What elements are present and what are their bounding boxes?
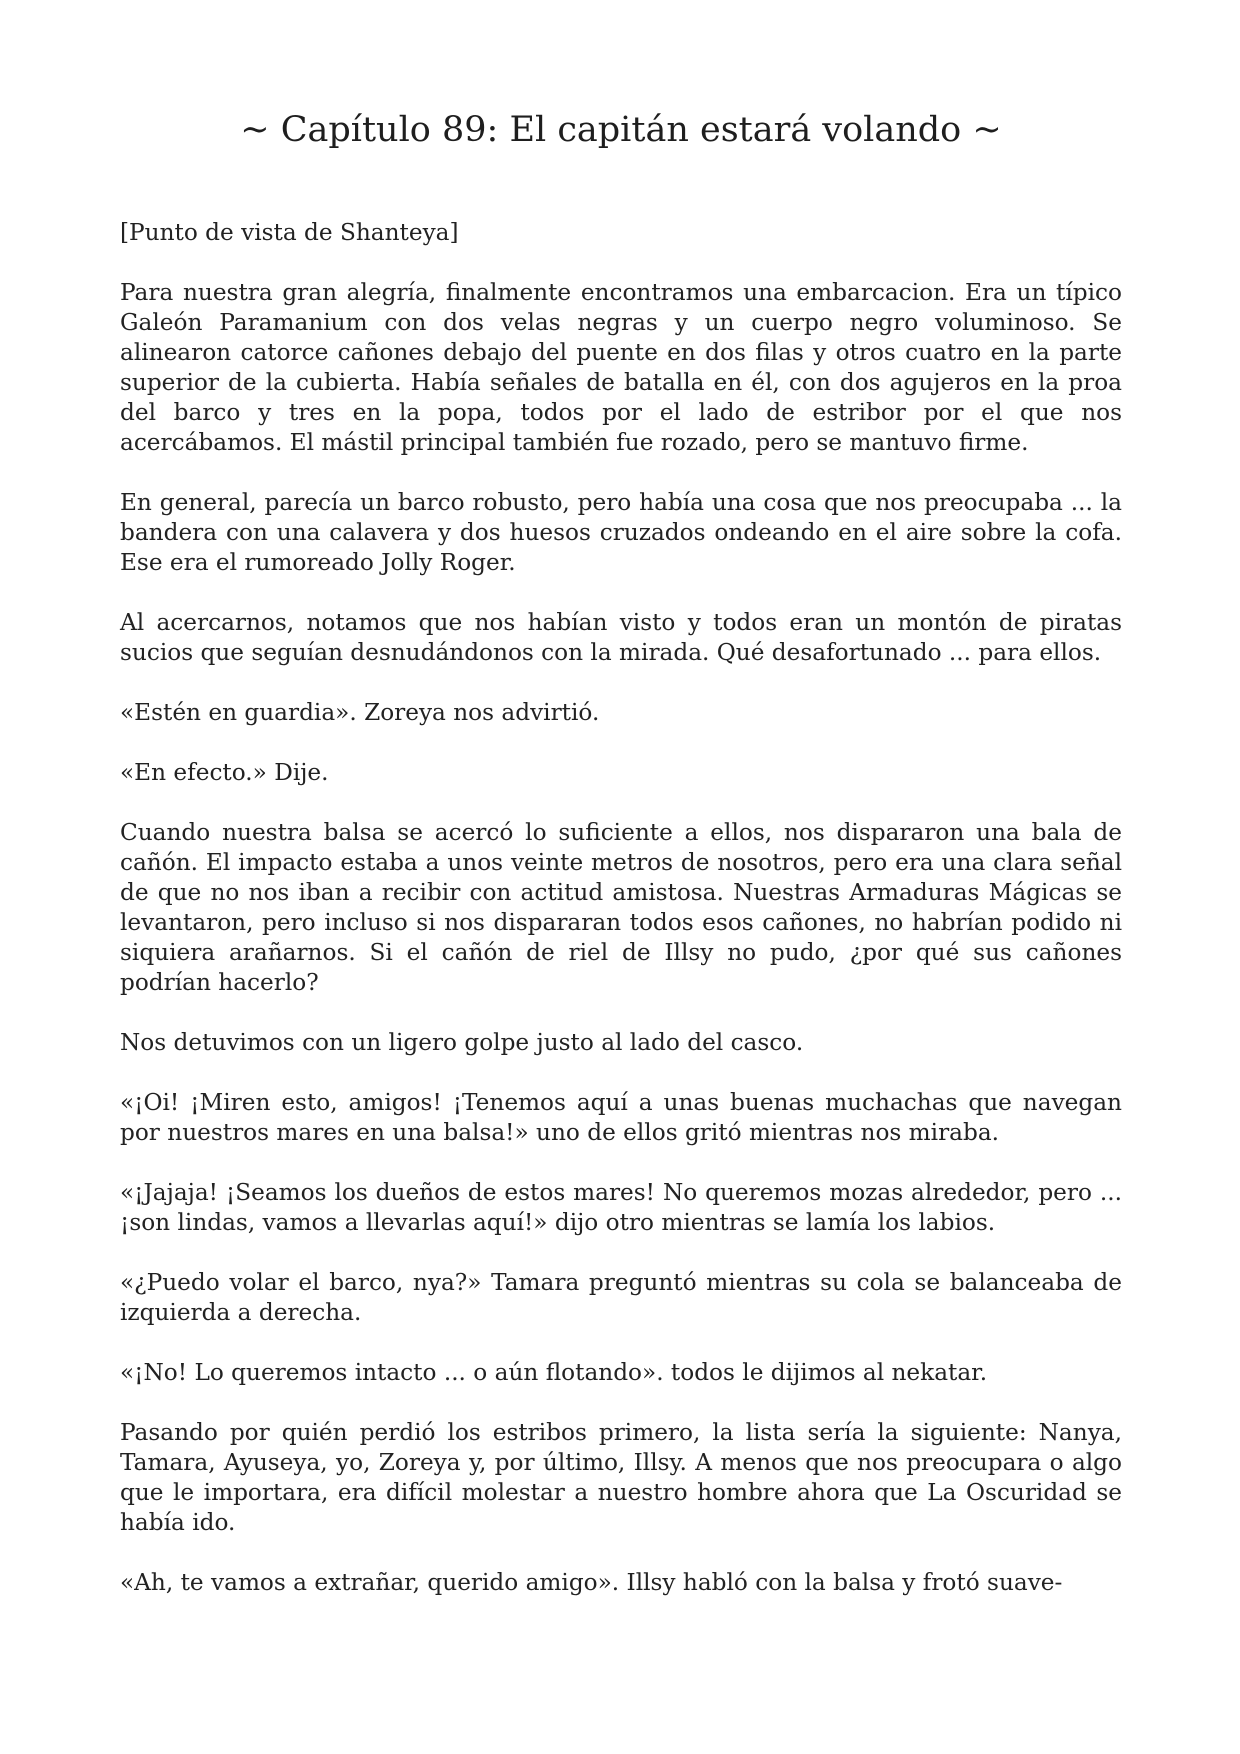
paragraph: «¡Jajaja! ¡Seamos los dueños de estos mares! No queremos mozas alrededor, pero ... ¡son lindas, vamos a llevarlas aquí!» dijo otro mientras se lamía los labios. [120,1179,1122,1236]
paragraph: Pasando por quién perdió los estribos primero, la lista sería la siguiente: Nanya, Tamara, Ayuseya, yo, Zoreya y, por último, Illsy. A menos que nos preocupara o algo que le importara, era difícil molestar a nuestro hombre ahora que La Oscuridad se había ido. [120,1419,1122,1536]
paragraph: «¡No! Lo queremos intacto ... o aún flotando». todos le dijimos al nekatar. [120,1359,988,1386]
paragraph: [Punto de vista de Shanteya] [120,219,459,246]
paragraph: «Estén en guardia». Zoreya nos advirtió. [120,699,600,726]
chapter-body [120,218,1122,1598]
paragraph: «¿Puedo volar el barco, nya?» Tamara preguntó mientras su cola se balanceaba de izquierda a derecha. [120,1269,1122,1326]
paragraph: Nos detuvimos con un ligero golpe justo al lado del casco. [120,1029,804,1056]
paragraph: Al acercarnos, notamos que nos habían visto y todos eran un montón de piratas sucios que seguían desnudándonos con la mirada. Qué desafortunado ... para ellos. [120,609,1122,666]
paragraph: «¡Oi! ¡Miren esto, amigos! ¡Tenemos aquí a unas buenas muchachas que navegan por nuestros mares en una balsa!» uno de ellos gritó mientras nos miraba. [120,1089,1122,1146]
paragraph: Cuando nuestra balsa se acercó lo suficiente a ellos, nos dispararon una bala de cañón. El impacto estaba a unos veinte metros de nosotros, pero era una clara señal de que no nos iban a recibir con actitud amistosa. Nuestras Armaduras Mágicas se levantaron, pero incluso si nos dispararan todos esos cañones, no habrían podido ni siquiera arañarnos. Si el cañón de riel de Illsy no pudo, ¿por qué sus cañones podrían hacerlo? [120,819,1122,996]
chapter-title: ~ Capítulo 89: El capitán estará volando ~ [240,110,1002,150]
paragraph: «En efecto.» Dije. [120,759,329,786]
paragraph: En general, parecía un barco robusto, pero había una cosa que nos preocupaba ... la bandera con una calavera y dos huesos cruzados ondeando en el aire sobre la cofa. Ese era el rumoreado Jolly Roger. [120,489,1122,576]
paragraph: «Ah, te vamos a extrañar, querido amigo». Illsy habló con la balsa y frotó suave- [120,1569,1063,1596]
paragraph: Para nuestra gran alegría, finalmente encontramos una embarcacion. Era un típico Galeón Paramanium con dos velas negras y un cuerpo negro voluminoso. Se alinearon catorce cañones debajo del puente en dos filas y otros cuatro en la parte superior de la cubierta. Había señales de batalla en él, con dos agujeros en la proa del barco y tres en la popa, todos por el lado de estribor por el que nos acercábamos. El mástil principal también fue rozado, pero se mantuvo firme. [120,279,1122,456]
